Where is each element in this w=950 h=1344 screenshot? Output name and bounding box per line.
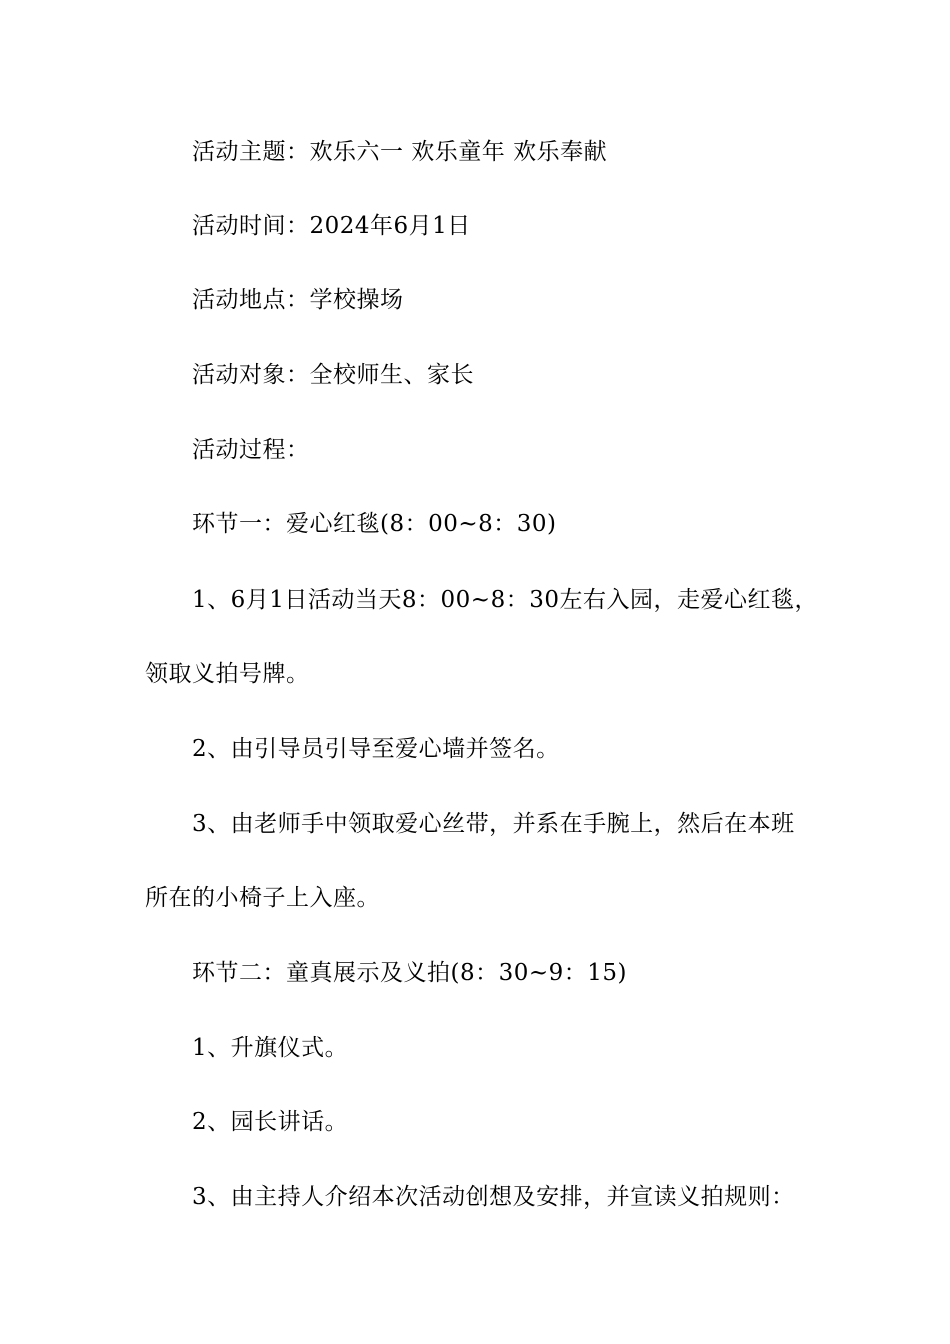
activity-time: 活动时间：2024年6月1日 bbox=[192, 213, 471, 239]
activity-theme: 活动主题：欢乐六一 欢乐童年 欢乐奉献 bbox=[192, 139, 608, 165]
section-one-item-3-cont: 所在的小椅子上入座。 bbox=[145, 885, 380, 911]
section-two-item-1: 1、升旗仪式。 bbox=[192, 1035, 349, 1061]
activity-process-heading: 活动过程： bbox=[192, 437, 310, 463]
section-two-item-3: 3、由主持人介绍本次活动创想及安排，并宣读义拍规则： bbox=[192, 1184, 795, 1210]
section-one-item-1: 1、6月1日活动当天8：00~8：30左右入园，走爱心红毯， bbox=[192, 587, 818, 613]
section-two-item-2: 2、园长讲话。 bbox=[192, 1109, 349, 1135]
section-one-item-2: 2、由引导员引导至爱心墙并签名。 bbox=[192, 736, 560, 762]
section-one-heading: 环节一：爱心红毯(8：00~8：30) bbox=[192, 511, 557, 537]
section-one-item-1-cont: 领取义拍号牌。 bbox=[145, 661, 310, 687]
activity-audience: 活动对象：全校师生、家长 bbox=[192, 362, 474, 388]
section-two-heading: 环节二：童真展示及义拍(8：30~9：15) bbox=[192, 960, 628, 986]
section-one-item-3: 3、由老师手中领取爱心丝带，并系在手腕上，然后在本班 bbox=[192, 811, 795, 837]
activity-location: 活动地点：学校操场 bbox=[192, 287, 404, 313]
